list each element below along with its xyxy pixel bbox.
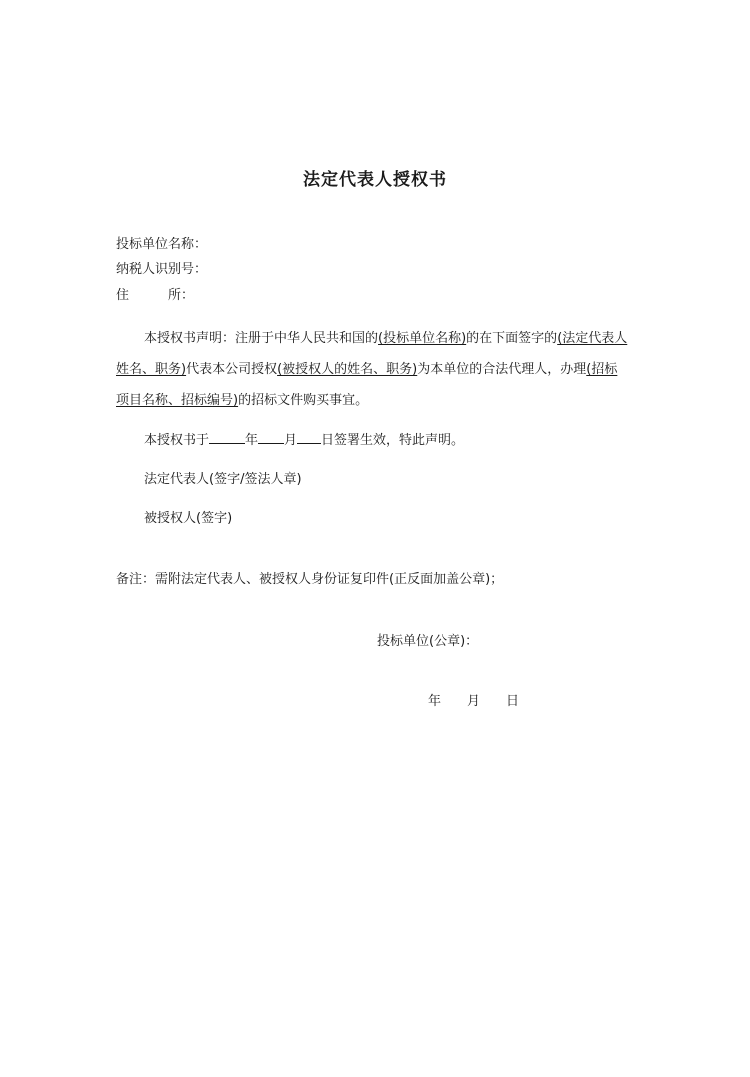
- effective-prefix: 本授权书于: [144, 433, 210, 448]
- date-day-label: 日: [506, 694, 520, 709]
- effective-year: 年: [245, 433, 259, 448]
- effective-date-line: [144, 429, 464, 448]
- bidder-name-label: 投标单位名称：: [116, 237, 208, 252]
- statement-text-5: 的招标文件购买事宜。: [238, 393, 369, 408]
- effective-day: 日签署生效，特此声明。: [321, 433, 465, 448]
- year-blank: [209, 431, 245, 444]
- bidder-name-field: [116, 233, 211, 252]
- placeholder-authorized-person: (被授权人的姓名、职务): [277, 362, 418, 377]
- taxpayer-id-field: [116, 258, 211, 277]
- statement-text-4: 为本单位的合法代理人，办理: [417, 362, 587, 377]
- address-label: 住 所：: [116, 288, 195, 303]
- authorized-signature: 被授权人(签字): [144, 511, 233, 526]
- date-year-label: 年: [428, 694, 442, 709]
- legal-rep-signature: 法定代表人(签字/签法人章): [144, 472, 302, 487]
- taxpayer-id-label: 纳税人识别号：: [116, 262, 208, 277]
- statement-text-3: 代表本公司授权: [186, 362, 278, 377]
- statement-text-2: 的在下面签字的: [466, 331, 558, 346]
- effective-month: 月: [284, 433, 298, 448]
- address-field: [116, 284, 198, 303]
- placeholder-legal-rep: (法定代表人姓名、职务): [116, 331, 628, 377]
- placeholder-project-name: (招标项目名称、招标编号): [116, 362, 618, 408]
- document-title: 法定代表人授权书: [303, 170, 447, 190]
- day-blank: [297, 431, 321, 444]
- placeholder-bidder-name: (投标单位名称): [378, 331, 467, 346]
- statement-text-1: 本授权书声明：注册于中华人民共和国的: [144, 331, 379, 346]
- remark-note: 备注：需附法定代表人、被授权人身份证复印件(正反面加盖公章)；: [116, 572, 504, 587]
- bidder-seal-label: 投标单位(公章)：: [377, 634, 479, 649]
- date-month-label: 月: [467, 694, 481, 709]
- signing-date: [428, 690, 545, 709]
- authorization-statement: [116, 323, 628, 416]
- month-blank: [258, 431, 284, 444]
